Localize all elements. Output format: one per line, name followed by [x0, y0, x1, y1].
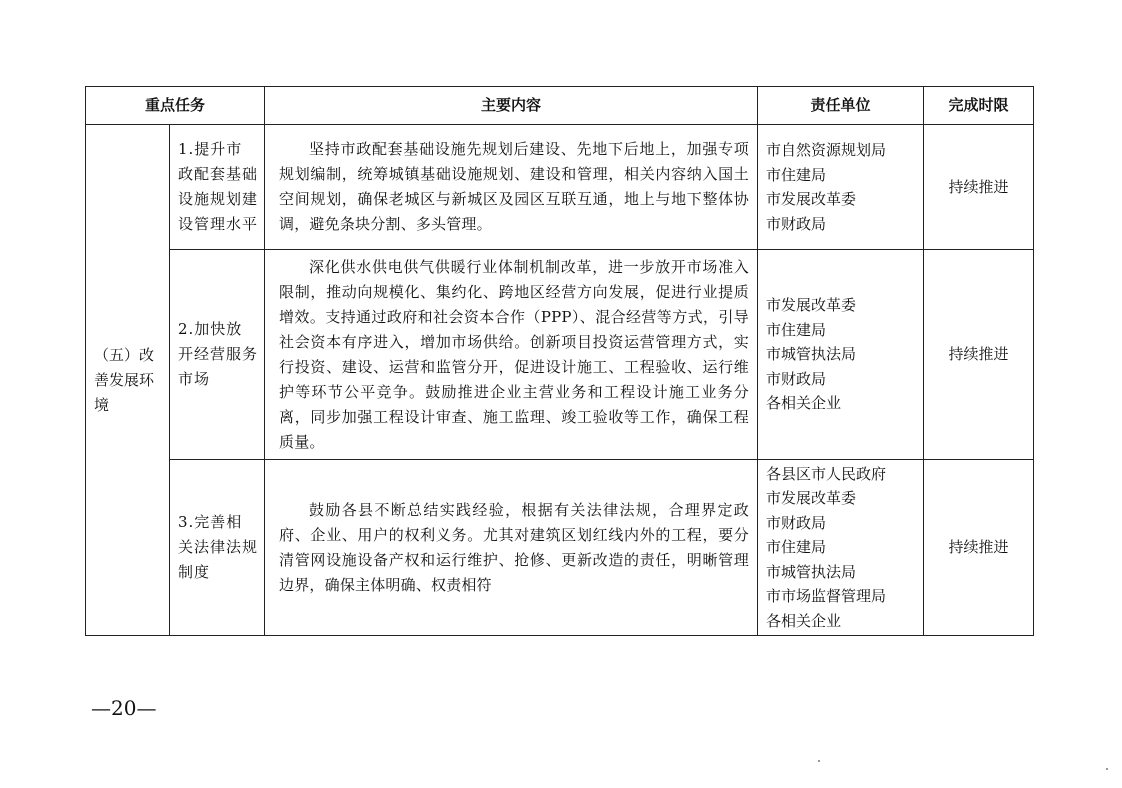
deadline-cell: 持续推进: [924, 250, 1034, 460]
deadline-cell: 持续推进: [924, 125, 1034, 250]
content-cell: [265, 125, 758, 250]
task-cell: 2.加快放开经营服务市场: [170, 250, 265, 460]
unit-item: 市城管执法局: [766, 345, 857, 364]
scan-speck: [818, 760, 820, 762]
header-main-content: 主要内容: [265, 87, 758, 125]
header-row: [86, 87, 1034, 125]
header-responsible-unit: 责任单位: [758, 87, 924, 125]
unit-item: 市市场监督管理局: [766, 587, 887, 606]
page-number: —20—: [91, 696, 157, 720]
unit-item: 市发展改革委: [766, 296, 857, 315]
task-cell: 3.完善相关法律法规制度: [170, 460, 265, 636]
unit-item: 市财政局: [766, 513, 827, 532]
unit-item: 市城管执法局: [766, 562, 857, 581]
units-cell: [758, 250, 924, 460]
unit-item: 市住建局: [766, 320, 827, 339]
units-cell: [758, 460, 924, 636]
unit-item: 市财政局: [766, 214, 827, 233]
content-cell: [265, 460, 758, 636]
table-row: [86, 125, 1034, 250]
unit-item: 市财政局: [766, 369, 827, 388]
unit-item: 市住建局: [766, 165, 827, 184]
content-text: 鼓励各县不断总结实践经验，根据有关法律法规，合理界定政府、企业、用户的权利义务。尤其对建筑区划红线内外的工程，要分清管网设施设备产权和运行维护、抢修、更新改造的责任，明晰管理边界，确保主体明确、权责相符: [279, 500, 750, 594]
unit-item: 各相关企业: [766, 611, 842, 630]
content-text: 坚持市政配套基础设施先规划后建设、先地下后地上，加强专项规划编制，统筹城镇基础设施规划、建设和管理，相关内容纳入国土空间规划，确保老城区与新城区及园区互联互通，地上与地下整体协调，避免条块分割、多头管理。: [279, 140, 750, 233]
content-cell: [265, 250, 758, 460]
task-cell: 1.提升市政配套基础设施规划建设管理水平: [170, 125, 265, 250]
category-cell: （五）改善发展环境: [86, 125, 170, 636]
header-key-task: 重点任务: [86, 87, 265, 125]
header-deadline: 完成时限: [924, 87, 1034, 125]
task-table: [85, 86, 1034, 636]
unit-item: 市住建局: [766, 538, 827, 557]
table-row: [86, 250, 1034, 460]
unit-item: 各相关企业: [766, 394, 842, 413]
deadline-cell: 持续推进: [924, 460, 1034, 636]
unit-item: 市发展改革委: [766, 190, 857, 208]
content-text: 深化供水供电供气供暖行业体制机制改革，进一步放开市场准入限制，推动向规模化、集约化、跨地区经营方向发展，促进行业提质增效。支持通过政府和社会资本合作（PPP）、混合经营等方式，引导社会资本有序进入，增加市场供给。创新项目投资运营管理方式，实行投资、建设、运营和监管分开，促进设计施工、工程验收、运行维护等环节公平竞争。鼓励推进企业主营业务和工程设计施工业务分离，同步加强工程设计审查、施工监理、竣工验收等工作，确保工程质量。: [279, 257, 750, 451]
scan-speck: [1106, 768, 1108, 770]
table-row: [86, 460, 1034, 636]
unit-item: 各县区市人民政府: [766, 464, 887, 483]
unit-item: 市自然资源规划局: [766, 141, 887, 159]
units-cell: [758, 125, 924, 250]
unit-item: 市发展改革委: [766, 489, 857, 508]
